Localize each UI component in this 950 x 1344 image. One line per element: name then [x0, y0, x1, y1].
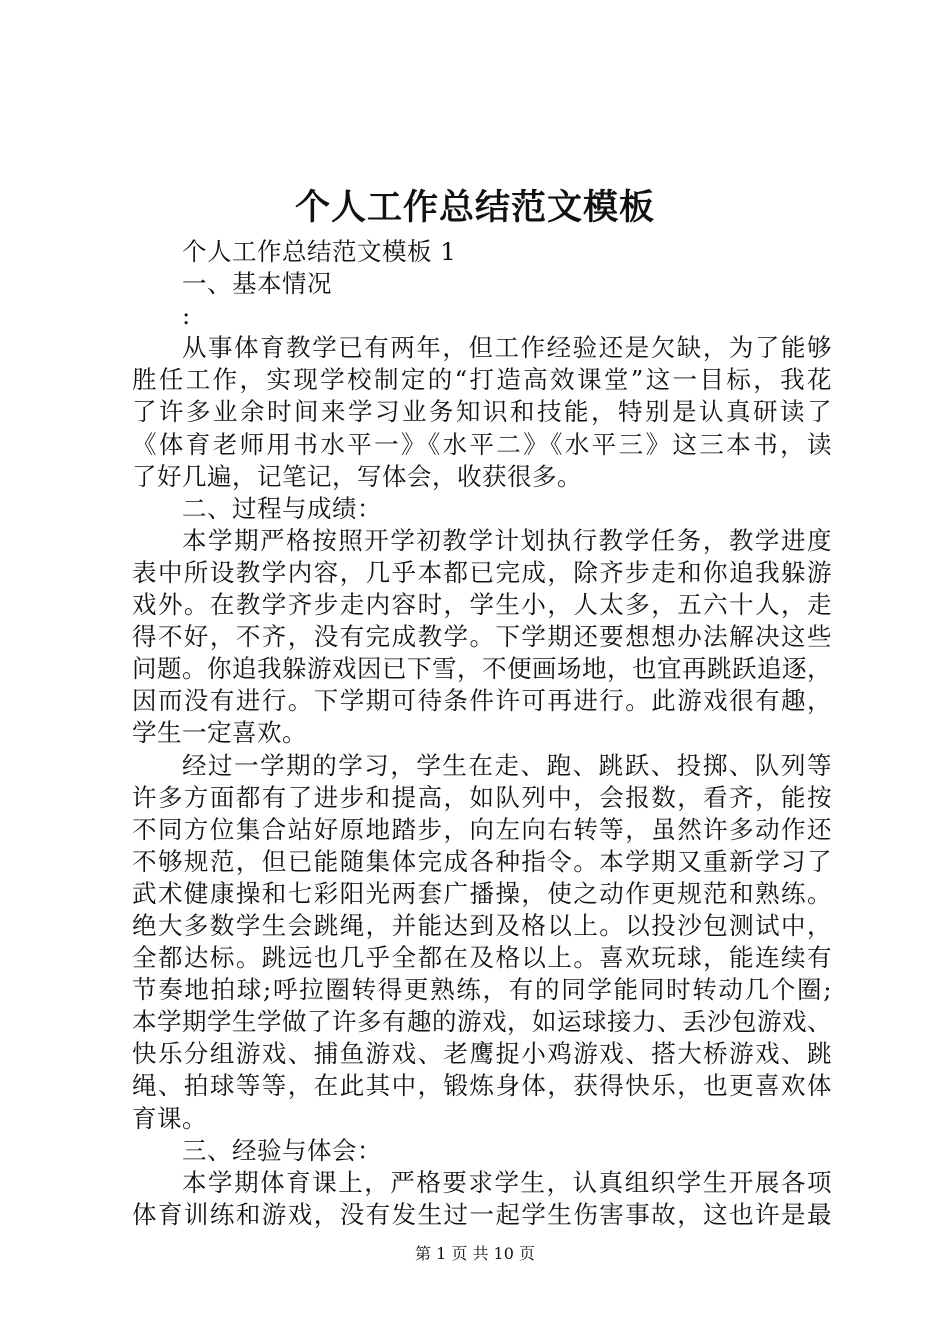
section-heading-line: 个人工作总结范文模板 1: [182, 237, 457, 266]
section-heading-line: 一、基本情况: [182, 269, 332, 299]
paragraph-line: 因而没有进行。下学期可待条件许可再进行。此游戏很有趣，: [132, 686, 832, 716]
document-title: 个人工作总结范文模板: [294, 187, 655, 228]
paragraph-line: 节奏地拍球;呼拉圈转得更熟练，有的同学能同时转动几个圈;: [132, 975, 832, 1005]
paragraph-line: 育课。: [132, 1103, 207, 1133]
paragraph-line: 全都达标。跳远也几乎全都在及格以上。喜欢玩球，能连续有: [132, 943, 832, 973]
paragraph-line: 表中所设教学内容，几乎本都已完成，除齐步走和你追我躲游: [132, 557, 832, 587]
paragraph-line: 《体育老师用书水平一》《水平二》《水平三》这三本书，读: [132, 429, 832, 459]
paragraph-line: 不同方位集合站好原地踏步，向左向右转等，虽然许多动作还: [132, 814, 832, 844]
paragraph-line: 戏外。在教学齐步走内容时，学生小，人太多，五六十人，走: [132, 590, 832, 620]
paragraph-line: 本学期学生学做了许多有趣的游戏，如运球接力、丢沙包游戏、: [132, 1007, 832, 1037]
paragraph-line: 武术健康操和七彩阳光两套广播操，使之动作更规范和熟练。: [132, 878, 832, 908]
paragraph-line: 本学期体育课上，严格要求学生，认真组织学生开展各项: [182, 1167, 832, 1197]
paragraph-line: 学生一定喜欢。: [132, 718, 307, 748]
paragraph-line: 了好几遍，记笔记，写体会，收获很多。: [132, 461, 582, 491]
document-body: [132, 236, 832, 1231]
section-heading-line: :: [182, 301, 191, 331]
paragraph-line: 快乐分组游戏、捕鱼游戏、老鹰捉小鸡游戏、搭大桥游戏、跳: [132, 1039, 832, 1069]
paragraph-line: 得不好，不齐，没有完成教学。下学期还要想想办法解决这些: [132, 622, 832, 652]
paragraph-line: 绝大多数学生会跳绳，并能达到及格以上。以投沙包测试中，: [132, 910, 832, 940]
paragraph-line: 了许多业余时间来学习业务知识和技能，特别是认真研读了: [132, 397, 832, 427]
paragraph-line: 经过一学期的学习，学生在走、跑、跳跃、投掷、队列等: [182, 750, 832, 780]
paragraph-line: 问题。你追我躲游戏因已下雪，不便画场地，也宜再跳跃追逐，: [132, 654, 832, 684]
paragraph-line: 本学期严格按照开学初教学计划执行教学任务，教学进度: [182, 525, 832, 555]
paragraph-line: 许多方面都有了进步和提高，如队列中，会报数，看齐，能按: [132, 782, 832, 812]
paragraph-line: 绳、拍球等等，在此其中，锻炼身体，获得快乐，也更喜欢体: [132, 1071, 832, 1101]
section-heading-line: 二、过程与成绩：: [182, 493, 382, 523]
paragraph-line: 体育训练和游戏，没有发生过一起学生伤害事故，这也许是最: [132, 1199, 832, 1229]
paragraph-line: 从事体育教学已有两年，但工作经验还是欠缺，为了能够: [182, 333, 832, 363]
paragraph-line: 不够规范，但已能随集体完成各种指令。本学期又重新学习了: [132, 846, 832, 876]
paragraph-line: 胜任工作，实现学校制定的“打造高效课堂”这一目标，我花: [132, 365, 832, 395]
page-footer: 第 1 页 共 10 页: [415, 1244, 535, 1263]
section-heading-line: 三、经验与体会：: [182, 1135, 382, 1165]
